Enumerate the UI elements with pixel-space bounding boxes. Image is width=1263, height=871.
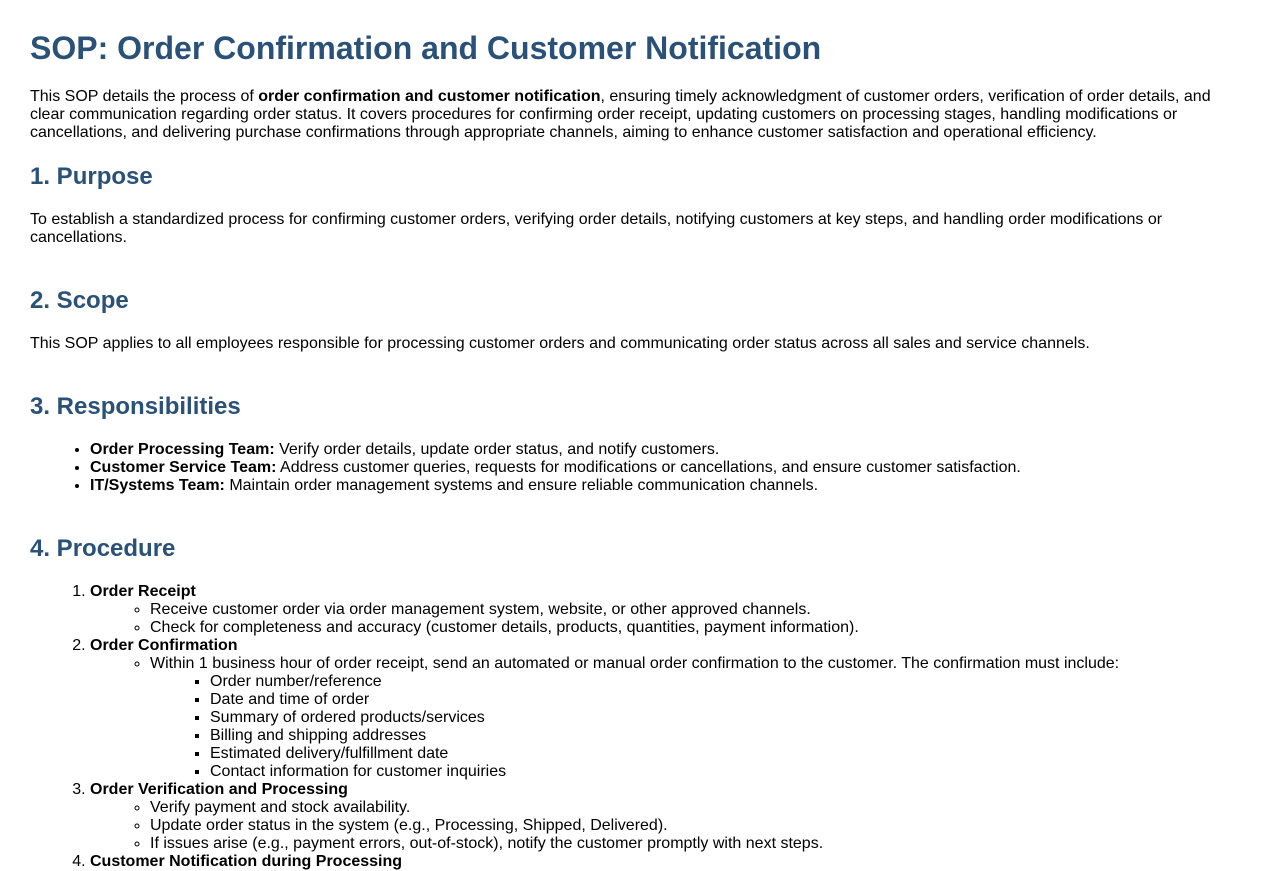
responsibilities-list <box>30 441 1233 495</box>
confirmation-item: ▪ Date and time of order <box>210 691 1233 709</box>
responsibility-text: Verify order details, update order status, and notify customers. <box>274 441 720 458</box>
responsibility-role: Customer Service Team: <box>90 459 277 476</box>
confirmation-item: ▪ Summary of ordered products/services <box>210 709 1233 727</box>
step-title: Customer Notification during Processing <box>90 853 403 870</box>
scope-text: This SOP applies to all employees responsible for processing customer orders and communicating order status across all sales and service channels. <box>30 335 1090 352</box>
step-point-text: Within 1 business hour of order receipt, send an automated or manual order confirmation to the customer. The confirmation must include: <box>150 655 1120 672</box>
intro-bold-phrase: order confirmation and customer notification <box>258 88 601 105</box>
step-point <box>150 655 1233 781</box>
scope-heading: 2. Scope <box>30 287 129 314</box>
page-title: SOP: Order Confirmation and Customer Notification <box>30 30 822 66</box>
step-points <box>90 655 1233 781</box>
confirmation-item: ▪ Order number/reference <box>210 673 1233 691</box>
responsibility-role: Order Processing Team: <box>90 441 275 458</box>
step-point: ◦ Check for completeness and accuracy (customer details, products, quantities, payment information). <box>150 619 1233 637</box>
step-point: ◦ Verify payment and stock availability. <box>150 799 1233 817</box>
purpose-heading: 1. Purpose <box>30 163 153 190</box>
procedure-step <box>90 781 1233 853</box>
step-points <box>90 799 1233 853</box>
purpose-text: To establish a standardized process for confirming customer orders, verifying order details, notifying customers at key steps, and handling order modifications or cancellations. <box>30 211 1163 246</box>
step-title: Order Confirmation <box>90 637 238 654</box>
procedure-step <box>90 853 1233 871</box>
procedure-heading: 4. Procedure <box>30 535 176 562</box>
confirmation-item: ▪ Estimated delivery/fulfillment date <box>210 745 1233 763</box>
responsibility-role: IT/Systems Team: <box>90 477 225 494</box>
confirmation-item: ▪ Billing and shipping addresses <box>210 727 1233 745</box>
procedure-step <box>90 637 1233 781</box>
responsibility-text: Address customer queries, requests for modifications or cancellations, and ensure customer satisfaction. <box>276 459 1021 476</box>
procedure-step <box>90 583 1233 637</box>
confirmation-item: ▪ Contact information for customer inquiries <box>210 763 1233 781</box>
step-point: ◦ Receive customer order via order management system, website, or other approved channels. <box>150 601 1233 619</box>
step-point: ◦ If issues arise (e.g., payment errors, out-of-stock), notify the customer promptly with next steps. <box>150 835 1233 853</box>
confirmation-contents-list <box>150 673 1233 781</box>
responsibility-item <box>90 441 1233 459</box>
step-point: ◦ Update order status in the system (e.g., Processing, Shipped, Delivered). <box>150 817 1233 835</box>
responsibility-item <box>90 477 1233 495</box>
intro-paragraph <box>30 88 1233 142</box>
procedure-steps-list <box>30 583 1233 871</box>
intro-text-end: , ensuring timely acknowledgment of customer orders, verification of order details, and clear communication regarding order status. It covers procedures for confirming order receipt, updating customers on processing stages, handling modifications or cancellations, and delivering purchase confirmations through appropriate channels, aiming to enhance customer satisfaction and operational efficiency. <box>30 88 1211 141</box>
intro-text-start: This SOP details the process of <box>30 88 259 105</box>
step-points <box>90 601 1233 637</box>
responsibility-item <box>90 459 1233 477</box>
responsibilities-heading: 3. Responsibilities <box>30 393 241 420</box>
step-title: Order Verification and Processing <box>90 781 348 798</box>
responsibility-text: Maintain order management systems and ensure reliable communication channels. <box>224 477 819 494</box>
step-title: Order Receipt <box>90 583 196 600</box>
